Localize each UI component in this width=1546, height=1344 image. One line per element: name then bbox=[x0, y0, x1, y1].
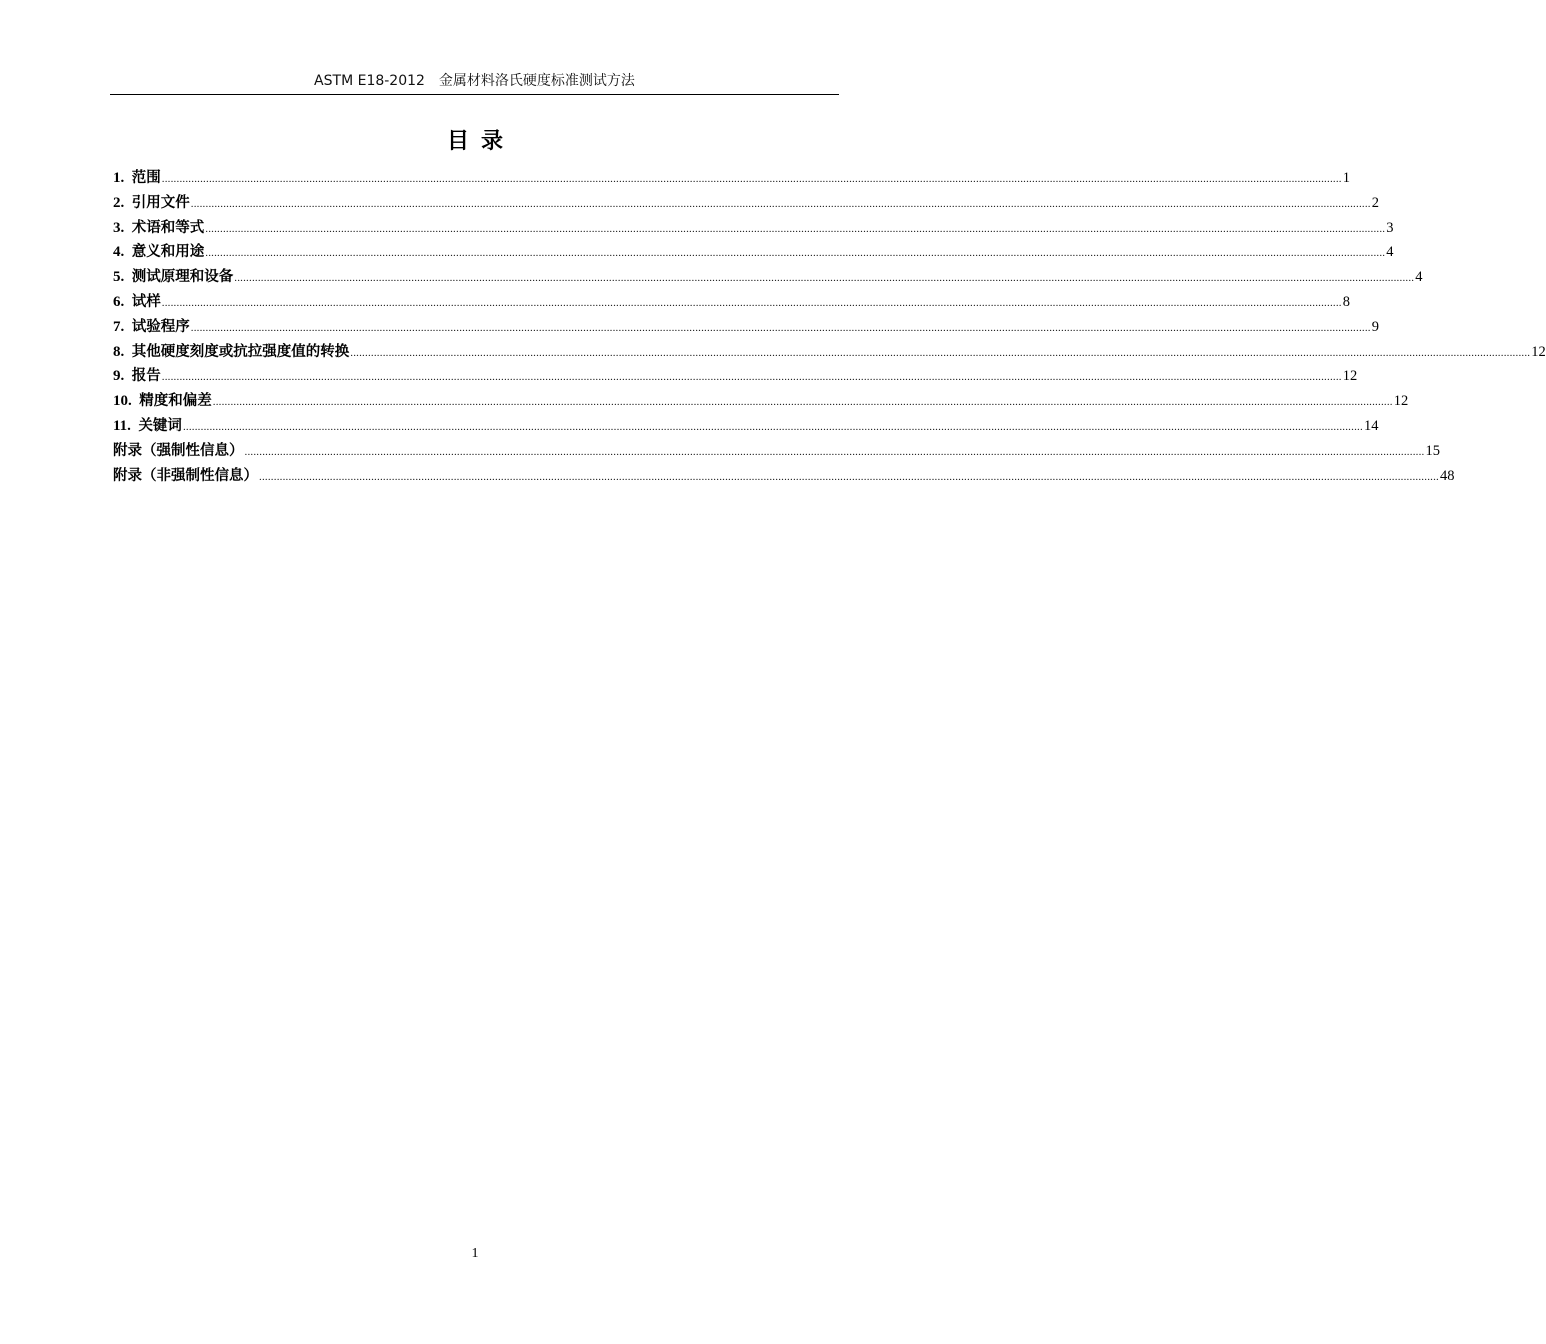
dot-leader: ................................................................................................................................................................................................................................................................................................................................................................................................................ bbox=[161, 173, 1342, 185]
toc-entry[interactable] bbox=[113, 265, 1423, 290]
toc-entry-title: 引用文件 bbox=[131, 194, 190, 211]
toc-entry[interactable] bbox=[113, 240, 1394, 265]
toc-entry-page: 4 bbox=[1386, 244, 1394, 261]
toc-entry-number: 3. bbox=[113, 219, 132, 236]
dot-leader: ................................................................................................................................................................................................................................................................................................................................................................................................................ bbox=[161, 296, 1342, 309]
toc-entry-title: 附录（强制性信息） bbox=[113, 442, 244, 459]
toc-entry-title: 术语和等式 bbox=[131, 219, 205, 236]
header-rule bbox=[110, 94, 839, 95]
page-number: 1 bbox=[471, 1246, 479, 1261]
toc-entry-page: 14 bbox=[1363, 417, 1379, 434]
toc-entry-page: 12 bbox=[1342, 368, 1358, 385]
toc-entry-page: 12 bbox=[1393, 393, 1409, 410]
toc-entry-title: 试样 bbox=[131, 293, 161, 310]
toc-entry-title: 附录（非强制性信息） bbox=[113, 467, 258, 484]
table-of-contents bbox=[113, 166, 1546, 488]
toc-entry[interactable] bbox=[113, 439, 1440, 464]
toc-entry-page: 2 bbox=[1371, 194, 1379, 211]
toc-entry[interactable] bbox=[113, 414, 1379, 439]
toc-entry-page: 4 bbox=[1415, 269, 1423, 286]
toc-entry-title: 范围 bbox=[131, 170, 161, 186]
toc-entry-title: 报告 bbox=[131, 368, 161, 385]
dot-leader: ................................................................................................................................................................................................................................................................................................................................................................................................................ bbox=[190, 197, 1371, 210]
toc-entry[interactable] bbox=[113, 216, 1394, 241]
dot-leader: ................................................................................................................................................................................................................................................................................................................................................................................................................ bbox=[234, 272, 1415, 285]
toc-entry-number: 4. bbox=[113, 244, 132, 261]
toc-entry-number: 5. bbox=[113, 269, 132, 286]
toc-title: 目录 bbox=[446, 129, 515, 154]
toc-entry-number: 11. bbox=[113, 417, 139, 434]
dot-leader: ................................................................................................................................................................................................................................................................................................................................................................................................................ bbox=[205, 222, 1386, 235]
toc-entry-page: 12 bbox=[1531, 343, 1546, 360]
dot-leader: ................................................................................................................................................................................................................................................................................................................................................................................................................ bbox=[244, 445, 1425, 458]
toc-entry-title: 试验程序 bbox=[131, 318, 190, 335]
dot-leader: ................................................................................................................................................................................................................................................................................................................................................................................................................ bbox=[212, 396, 1393, 409]
dot-leader: ................................................................................................................................................................................................................................................................................................................................................................................................................ bbox=[182, 420, 1363, 433]
toc-entry-title: 关键词 bbox=[138, 417, 182, 434]
dot-leader: ................................................................................................................................................................................................................................................................................................................................................................................................................ bbox=[259, 470, 1439, 483]
toc-entry-page: 15 bbox=[1425, 442, 1440, 459]
toc-entry-title: 其他硬度刻度或抗拉强度值的转换 bbox=[131, 343, 350, 360]
toc-entry-number: 9. bbox=[113, 368, 132, 385]
toc-entry-page: 48 bbox=[1440, 467, 1455, 484]
toc-entry[interactable] bbox=[113, 464, 1455, 489]
toc-entry-page: 9 bbox=[1371, 318, 1379, 335]
toc-entry[interactable] bbox=[113, 340, 1546, 365]
toc-entry-title: 精度和偏差 bbox=[139, 393, 212, 410]
toc-entry-page: 1 bbox=[1342, 170, 1350, 186]
dot-leader: ................................................................................................................................................................................................................................................................................................................................................................................................................ bbox=[190, 321, 1371, 334]
toc-entry[interactable] bbox=[113, 191, 1379, 216]
toc-entry-number: 7. bbox=[113, 318, 132, 335]
toc-entry-number: 2. bbox=[113, 194, 132, 211]
toc-entry-page: 8 bbox=[1342, 293, 1350, 310]
toc-entry-number: 6. bbox=[113, 293, 132, 310]
toc-entry-number: 10. bbox=[113, 393, 140, 410]
toc-entry[interactable] bbox=[113, 315, 1379, 340]
page-header: ASTM E18-2012 金属材料洛氏硬度标准测试方法 bbox=[314, 73, 635, 89]
toc-entry-page: 3 bbox=[1386, 219, 1394, 236]
toc-entry[interactable] bbox=[113, 166, 1350, 191]
toc-entry[interactable] bbox=[113, 290, 1350, 315]
toc-entry-title: 测试原理和设备 bbox=[131, 269, 234, 286]
dot-leader: ................................................................................................................................................................................................................................................................................................................................................................................................................ bbox=[350, 346, 1531, 359]
dot-leader: ................................................................................................................................................................................................................................................................................................................................................................................................................ bbox=[161, 371, 1342, 384]
toc-entry-number: 8. bbox=[113, 343, 132, 360]
toc-entry[interactable] bbox=[113, 389, 1409, 414]
toc-entry-number: 1. bbox=[113, 170, 132, 186]
toc-entry-title: 意义和用途 bbox=[131, 244, 205, 261]
toc-entry[interactable] bbox=[113, 364, 1358, 389]
dot-leader: ................................................................................................................................................................................................................................................................................................................................................................................................................ bbox=[205, 247, 1386, 260]
